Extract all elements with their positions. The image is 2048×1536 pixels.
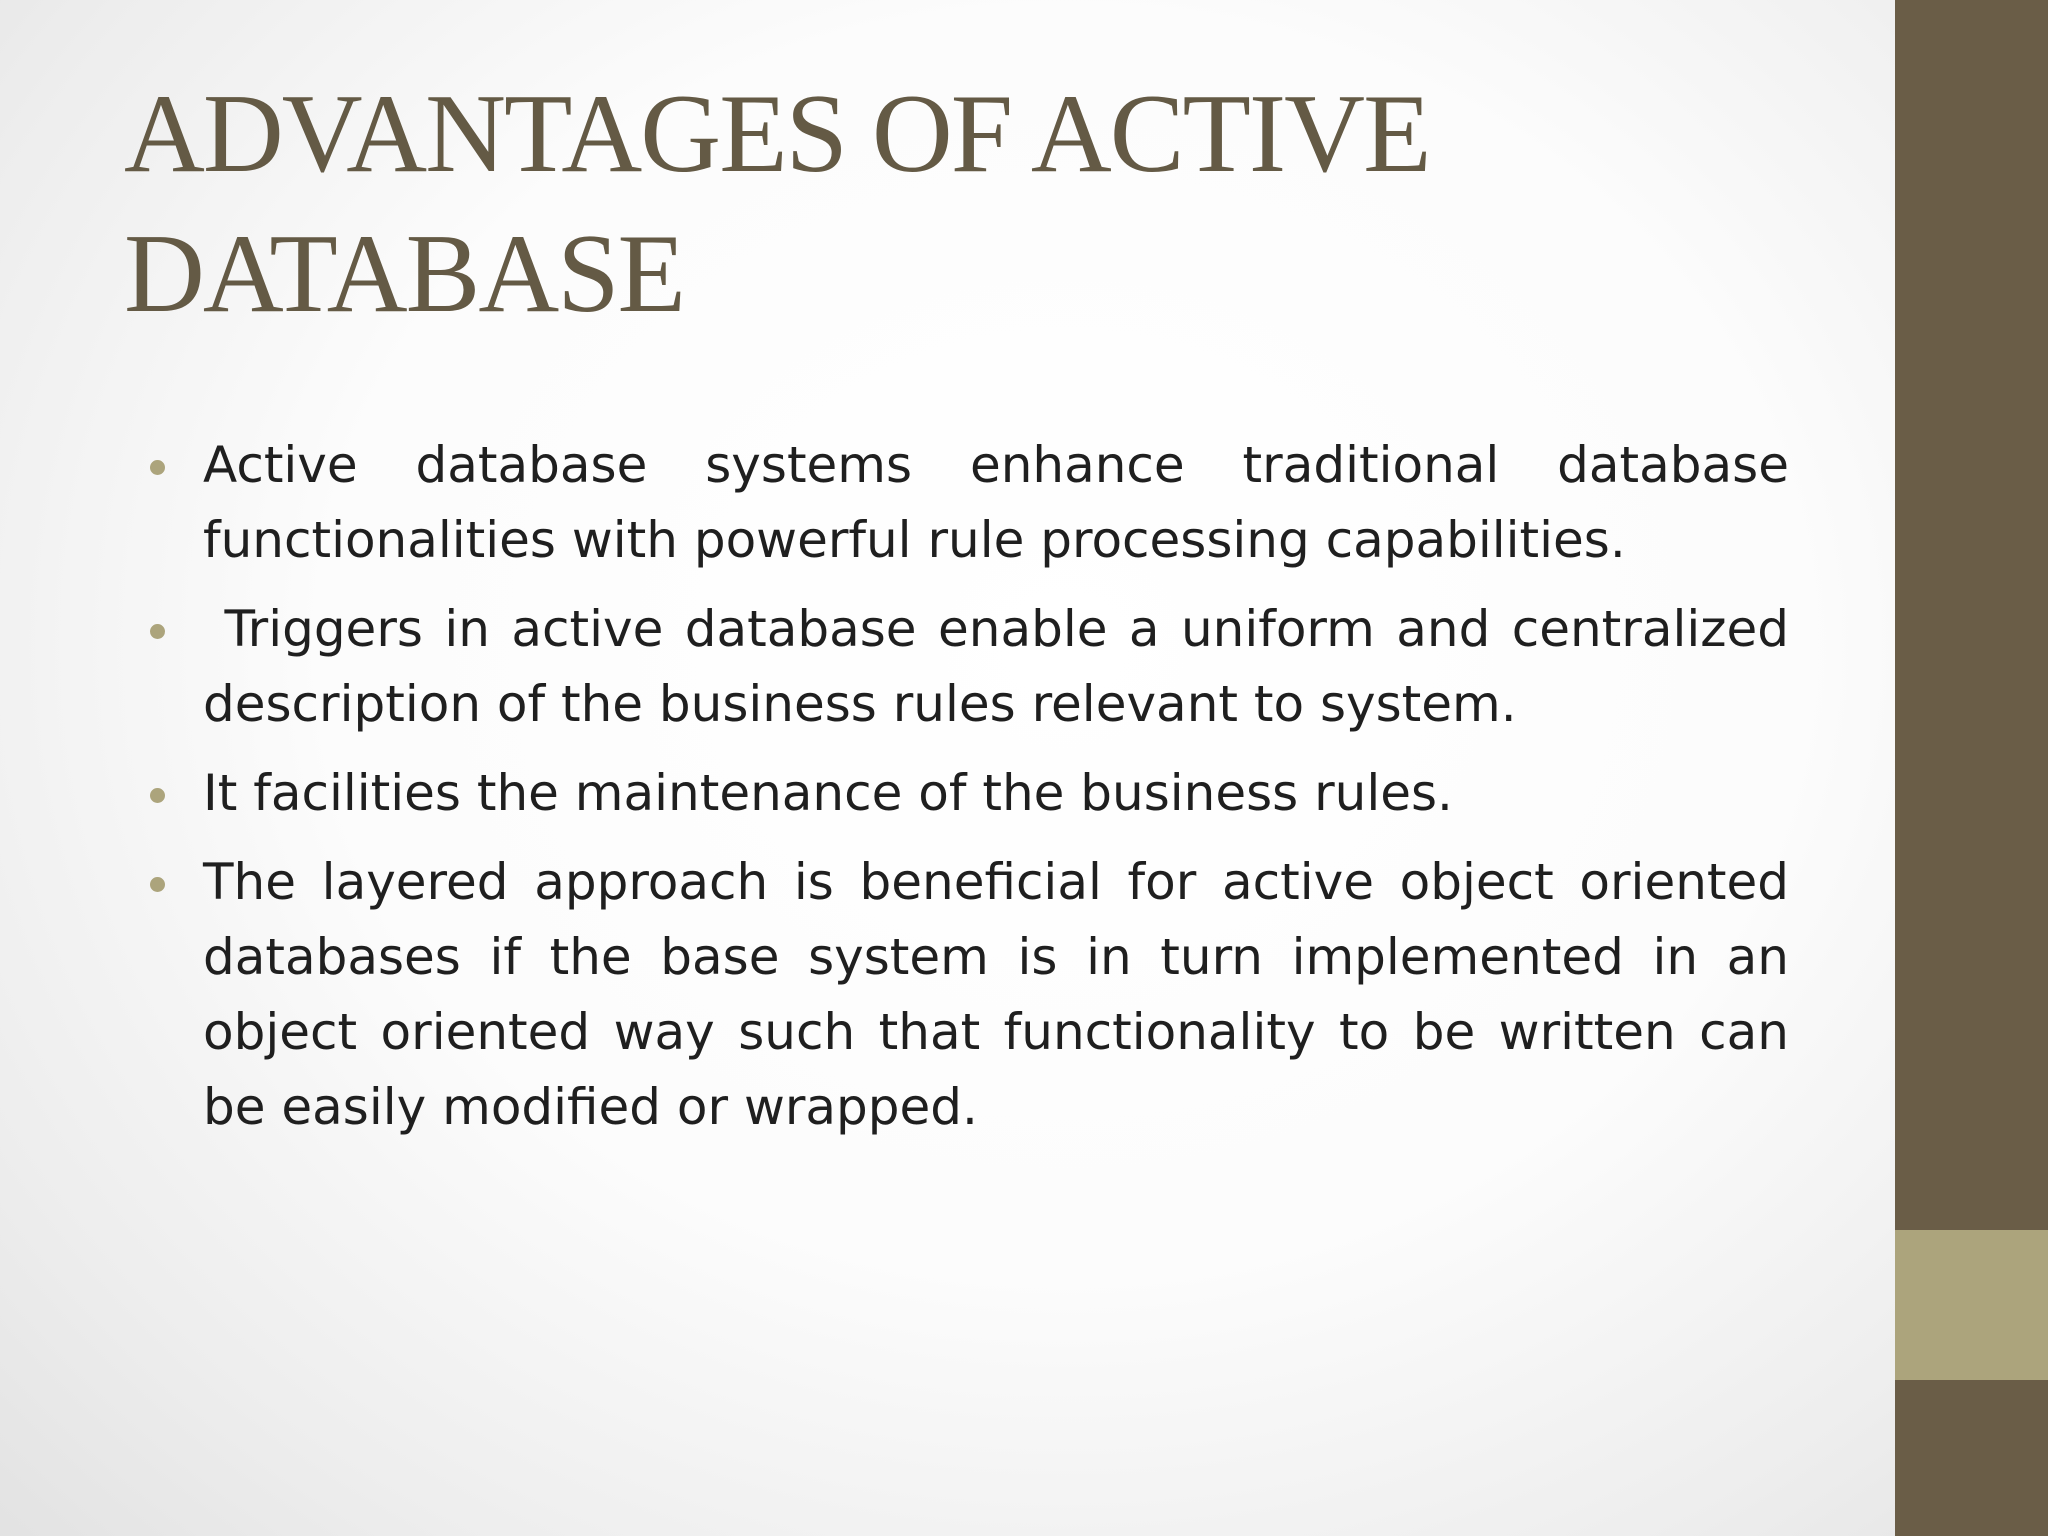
bullet-text: Triggers in active database enable a uniform and centralized description of the business rules relevant to system. [203, 600, 1805, 733]
bullet-text: Active database systems enhance traditional database functionalities with powerful rule processing capabilities. [203, 436, 1789, 569]
slide-title: ADVANTAGES OF ACTIVE DATABASE [124, 72, 1430, 336]
bullet-item [203, 428, 1789, 578]
bullet-dot-icon [150, 460, 165, 475]
bullet-dot-icon [150, 877, 165, 892]
bullet-text: The layered approach is beneficial for active object oriented databases if the base system is in turn implemented in an object oriented way such that functionality to be written can be easily modified or wrapped. [203, 853, 1789, 1136]
bullet-text: It facilities the maintenance of the business rules. [203, 764, 1453, 822]
bullet-item [203, 756, 1789, 831]
decorative-side-bar [1895, 0, 2048, 1536]
decorative-side-accent [1895, 1230, 2048, 1380]
bullet-list [203, 428, 1805, 1159]
bullet-dot-icon [150, 788, 165, 803]
bullet-item [203, 592, 1805, 742]
bullet-item [203, 845, 1789, 1145]
bullet-dot-icon [150, 624, 165, 639]
